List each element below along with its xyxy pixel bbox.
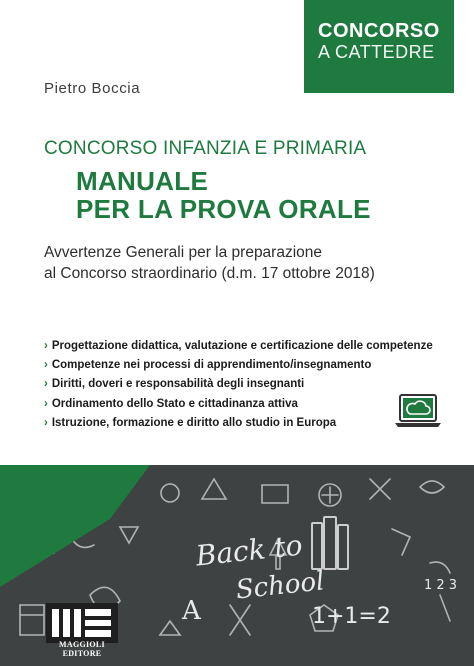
topic-item (44, 414, 433, 433)
series-name: CONCORSO (318, 20, 440, 42)
book-subtitle (44, 242, 424, 284)
publisher-logo-icon (46, 603, 118, 643)
topic-label: Competenze nei processi di apprendimento/insegnamento (51, 359, 372, 372)
topic-label: Progettazione didattica, valutazione e certificazione delle competenze (51, 340, 433, 352)
publisher-name-line1: MAGGIOLI (59, 640, 105, 649)
series-subname: A CATTEDRE (318, 42, 435, 62)
chalk-back-to: Back to (194, 528, 304, 573)
book-supertitle: CONCORSO INFANZIA E PRIMARIA (44, 138, 367, 159)
chalk-digits: 1 2 3 (424, 578, 458, 593)
publisher-name (46, 640, 118, 658)
chalk-school: School (234, 566, 326, 606)
topic-label: Ordinamento dello Stato e cittadinanza attiva (51, 397, 298, 410)
book-subtitle-line2: al Concorso straordinario (d.m. 17 ottobre 2018) (44, 265, 375, 282)
topic-item (44, 337, 433, 356)
publisher-name-line2: EDITORE (62, 649, 102, 658)
book-title-line1: MANUALE (76, 166, 209, 196)
topic-label: Istruzione, formazione e diritto allo studio in Europa (51, 416, 337, 429)
laptop-cloud-icon (393, 385, 443, 447)
author-name: Pietro Boccia (44, 80, 141, 97)
topic-label: Diritti, doveri e responsabilità degli insegnanti (51, 378, 305, 391)
topic-item (44, 395, 433, 414)
bullet-icon: › (44, 378, 48, 391)
bullet-icon: › (44, 359, 48, 372)
bullet-icon: › (44, 340, 48, 352)
bullet-icon: › (44, 416, 48, 429)
chalk-letter: A (182, 596, 201, 626)
series-badge (304, 0, 454, 93)
book-subtitle-line1: Avvertenze Generali per la preparazione (44, 244, 323, 261)
topics-list (44, 337, 433, 433)
book-title (76, 167, 371, 223)
topic-item (44, 375, 433, 394)
topic-item (44, 356, 433, 375)
bullet-icon: › (44, 397, 48, 410)
chalk-math: 1+1=2 (312, 604, 391, 629)
book-title-line2: PER LA PROVA ORALE (76, 194, 371, 224)
